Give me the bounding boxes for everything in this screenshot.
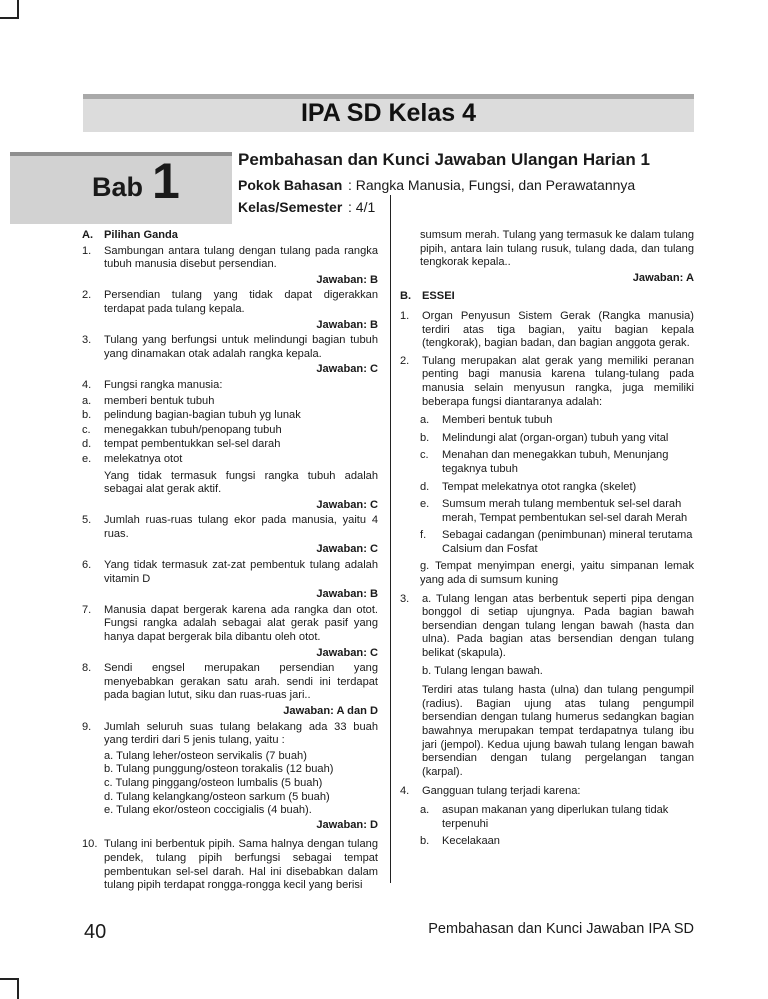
- answer-8: Jawaban: A dan D: [283, 705, 378, 717]
- list-item: [400, 835, 694, 849]
- question-10: [82, 838, 378, 892]
- list-item: [82, 409, 378, 423]
- list-marker: b.: [420, 835, 430, 848]
- list-text: asupan makanan yang diperlukan tulang tidak terpenuhi: [442, 803, 669, 830]
- section-b-heading: [400, 290, 694, 304]
- question-number: 8.: [82, 662, 92, 675]
- question-10-continued: sumsum merah. Tulang yang termasuk ke dalam tulang pipih, antara lain tulang rusuk, tulang dada, dan tulang tengkorak kepala..: [420, 229, 694, 269]
- question-number: 6.: [82, 559, 92, 572]
- question-number: 1.: [82, 244, 92, 257]
- right-column: [400, 229, 694, 853]
- list-text: menegakkan tubuh/penopang tubuh: [104, 423, 282, 436]
- list-marker: e.: [420, 498, 430, 511]
- list-marker: d.: [420, 480, 430, 493]
- list-item: [82, 438, 378, 452]
- list-marker: c.: [420, 449, 429, 462]
- list-marker: a.: [420, 803, 430, 816]
- section-a-number: A.: [82, 229, 94, 241]
- list-item: e. Tulang ekor/osteon coccigialis (4 buah).: [104, 804, 312, 817]
- list-marker: e.: [82, 452, 92, 465]
- pokok-bahasan-row: [238, 177, 635, 193]
- section-a-heading: [82, 229, 378, 243]
- answer-3: Jawaban: C: [316, 363, 378, 376]
- chapter-label: Bab: [92, 172, 144, 202]
- essay-2: [400, 355, 694, 409]
- question-2: [82, 289, 378, 316]
- list-item: c. Tulang pinggang/osteon lumbalis (5 buah): [104, 776, 323, 789]
- list-text: Melindungi alat (organ-organ) tubuh yang vital: [442, 431, 669, 444]
- page-number: 40: [84, 921, 107, 943]
- question-text: Sendi engsel merupakan persendian yang menyebabkan gerakan satu arah. sendi ini terdapat pada bagian lutut, siku dan ruas-ruas jari..: [104, 662, 378, 702]
- kelas-semester-row: [238, 199, 375, 215]
- crop-mark-top: [0, 0, 19, 19]
- section-b-number: B.: [400, 290, 412, 303]
- question-text: Tulang yang berfungsi untuk melindungi bagian tubuh yang dinamakan otak adalah rangka kepala.: [104, 334, 378, 360]
- answer-1: Jawaban: B: [316, 273, 378, 286]
- question-text: Jumlah seluruh suas tulang belakang ada 33 buah yang terdiri dari 5 jenis tulang, yaitu :: [104, 720, 378, 747]
- pokok-bahasan-value: : Rangka Manusia, Fungsi, dan Perawatannya: [348, 177, 636, 193]
- essay-4: [400, 785, 694, 799]
- question-text: Sambungan antara tulang dengan tulang pada rangka tubuh manusia disebut persendian.: [104, 244, 378, 271]
- list-text: Kecelakaan: [442, 835, 500, 848]
- question-number: 3.: [82, 334, 92, 347]
- list-item: [82, 395, 378, 409]
- question-3: [82, 334, 378, 361]
- list-marker: b.: [420, 431, 430, 444]
- essay-number: 2.: [400, 354, 410, 367]
- question-text: Jumlah ruas-ruas tulang ekor pada manusia, yaitu 4 ruas.: [104, 514, 378, 540]
- list-marker: b.: [82, 409, 92, 422]
- question-5: [82, 514, 378, 541]
- question-9: [82, 721, 378, 748]
- list-item: [400, 529, 694, 556]
- list-text: Sumsum merah tulang membentuk sel-sel darah merah, Tempat pembentukan sel-sel darah Merah: [442, 498, 688, 524]
- essay-3-detail: Terdiri atas tulang hasta (ulna) dan tulang pengumpil (radius). Bagian ujung atas tulang pengumpil bersendian dengan tulang humerus sedangkan bagian bawahnya merupakan tempat terdapatnya tulang ibu jari (jempol). Kedua ujung bawah tulang lengan bawah bersendian dengan tulang pergelangan tangan (karpal).: [422, 684, 694, 778]
- essay-text: Organ Penyusun Sistem Gerak (Rangka manusia) terdiri atas tiga bagian, yaitu bagian kepala (tengkorak), bagian badan, dan bagian anggota gerak.: [422, 309, 694, 350]
- answer-6: Jawaban: B: [316, 588, 378, 601]
- list-item: [82, 424, 378, 438]
- answer-5: Jawaban: C: [316, 543, 378, 556]
- question-number: 4.: [82, 378, 92, 391]
- crop-mark-bottom: [0, 978, 19, 999]
- list-item: [400, 449, 694, 476]
- list-marker: a.: [420, 414, 430, 427]
- list-marker: d.: [82, 438, 92, 451]
- kelas-semester-value: : 4/1: [348, 199, 376, 215]
- list-text: Memberi bentuk tubuh: [442, 414, 553, 427]
- list-marker: f.: [420, 529, 427, 542]
- question-number: 7.: [82, 603, 92, 616]
- list-text: memberi bentuk tubuh: [104, 394, 215, 407]
- question-number: 9.: [82, 720, 92, 733]
- question-number: 5.: [82, 514, 92, 527]
- question-text: Yang tidak termasuk zat-zat pembentuk tulang adalah vitamin D: [104, 559, 378, 585]
- answer-2: Jawaban: B: [316, 318, 378, 331]
- answer-7: Jawaban: C: [316, 646, 378, 659]
- answer-9: Jawaban: D: [316, 818, 378, 831]
- pokok-bahasan-label: Pokok Bahasan: [238, 177, 343, 193]
- question-number: 10.: [82, 838, 98, 851]
- answer-4: Jawaban: C: [316, 498, 378, 511]
- list-text: Sebagai cadangan (penimbunan) mineral terutama Calsium dan Fosfat: [442, 529, 693, 555]
- question-4-note: Yang tidak termasuk fungsi rangka tubuh adalah sebagai alat gerak aktif.: [104, 469, 378, 496]
- list-item: [400, 498, 694, 525]
- list-item: d. Tulang kelangkang/osteon sarkum (5 buah): [104, 790, 330, 803]
- list-item: a. Tulang leher/osteon servikalis (7 buah): [104, 749, 307, 762]
- question-text: Persendian tulang yang tidak dapat digerakkan terdapat pada tulang kepala.: [104, 289, 378, 315]
- list-item: [400, 414, 694, 428]
- list-item: [400, 481, 694, 495]
- page-title: IPA SD Kelas 4: [300, 99, 477, 127]
- question-text: Tulang ini berbentuk pipih. Sama halnya dengan tulang pendek, tulang pipih berfungsi sebagai tempat pembentukan sel-sel darah. Hal ini disebabkan dalam tulang pipih terdapat rongga-rongga kecil yang berisi: [104, 838, 378, 892]
- list-text: tempat pembentukkan sel-sel darah: [104, 438, 281, 451]
- essay-text: a. Tulang lengan atas berbentuk seperti pipa dengan bonggol di setiap ujungnya. Pada bagian bawah bersendian dengan tulang lengan bawah (hasta dan ulna). Pada bagian atas bersendian dengan tulang belikat (skapula).: [422, 592, 694, 660]
- left-column: [82, 229, 378, 895]
- column-divider: [390, 195, 391, 883]
- chapter-box-rule: [10, 152, 232, 156]
- list-item: [400, 432, 694, 446]
- list-text: pelindung bagian-bagian tubuh yg lunak: [104, 409, 301, 422]
- footer-title: Pembahasan dan Kunci Jawaban IPA SD: [428, 921, 694, 937]
- list-text: melekatnya otot: [104, 452, 183, 465]
- essay-number: 1.: [400, 309, 410, 322]
- list-text: Tempat melekatnya otot rangka (skelet): [442, 480, 637, 493]
- section-a-title: Pilihan Ganda: [104, 229, 178, 241]
- essay-text: Gangguan tulang terjadi karena:: [422, 785, 581, 798]
- list-item: g. Tempat menyimpan energi, yaitu simpanan lemak yang ada di sumsum kuning: [420, 560, 694, 587]
- question-4: [82, 379, 378, 393]
- question-text: Manusia dapat bergerak karena ada rangka dan otot. Fungsi rangka adalah sebagai alat gerak pasif yang hanya dapat bergerak bila dibantu oleh otot.: [104, 603, 378, 644]
- list-text: Menahan dan menegakkan tubuh, Menunjang tegaknya tubuh: [442, 449, 669, 475]
- question-number: 2.: [82, 289, 92, 302]
- essay-number: 3.: [400, 592, 410, 605]
- list-marker: a.: [82, 394, 92, 407]
- essay-3-part-b: b. Tulang lengan bawah.: [422, 664, 543, 677]
- question-6: [82, 559, 378, 586]
- answer-10: Jawaban: A: [632, 271, 694, 284]
- chapter-number: 1: [152, 153, 180, 209]
- question-text: Fungsi rangka manusia:: [104, 378, 223, 391]
- essay-text: Tulang merupakan alat gerak yang memiliki peranan penting bagi manusia karena tulang-tulang pada manusia selain menyusun rangka, juga memiliki beberapa fungsi diantaranya adalah:: [422, 354, 694, 408]
- kelas-semester-label: Kelas/Semester: [238, 199, 343, 215]
- list-item: [400, 804, 694, 831]
- question-8: [82, 662, 378, 703]
- list-item: [82, 453, 378, 467]
- list-marker: c.: [82, 423, 91, 436]
- question-7: [82, 604, 378, 645]
- section-b-title: ESSEI: [422, 290, 455, 303]
- essay-3: [400, 593, 694, 661]
- question-1: [82, 245, 378, 272]
- list-item: b. Tulang punggung/osteon torakalis (12 buah): [104, 763, 334, 776]
- essay-1: [400, 310, 694, 351]
- section-heading: Pembahasan dan Kunci Jawaban Ulangan Harian 1: [238, 150, 650, 169]
- essay-number: 4.: [400, 785, 410, 798]
